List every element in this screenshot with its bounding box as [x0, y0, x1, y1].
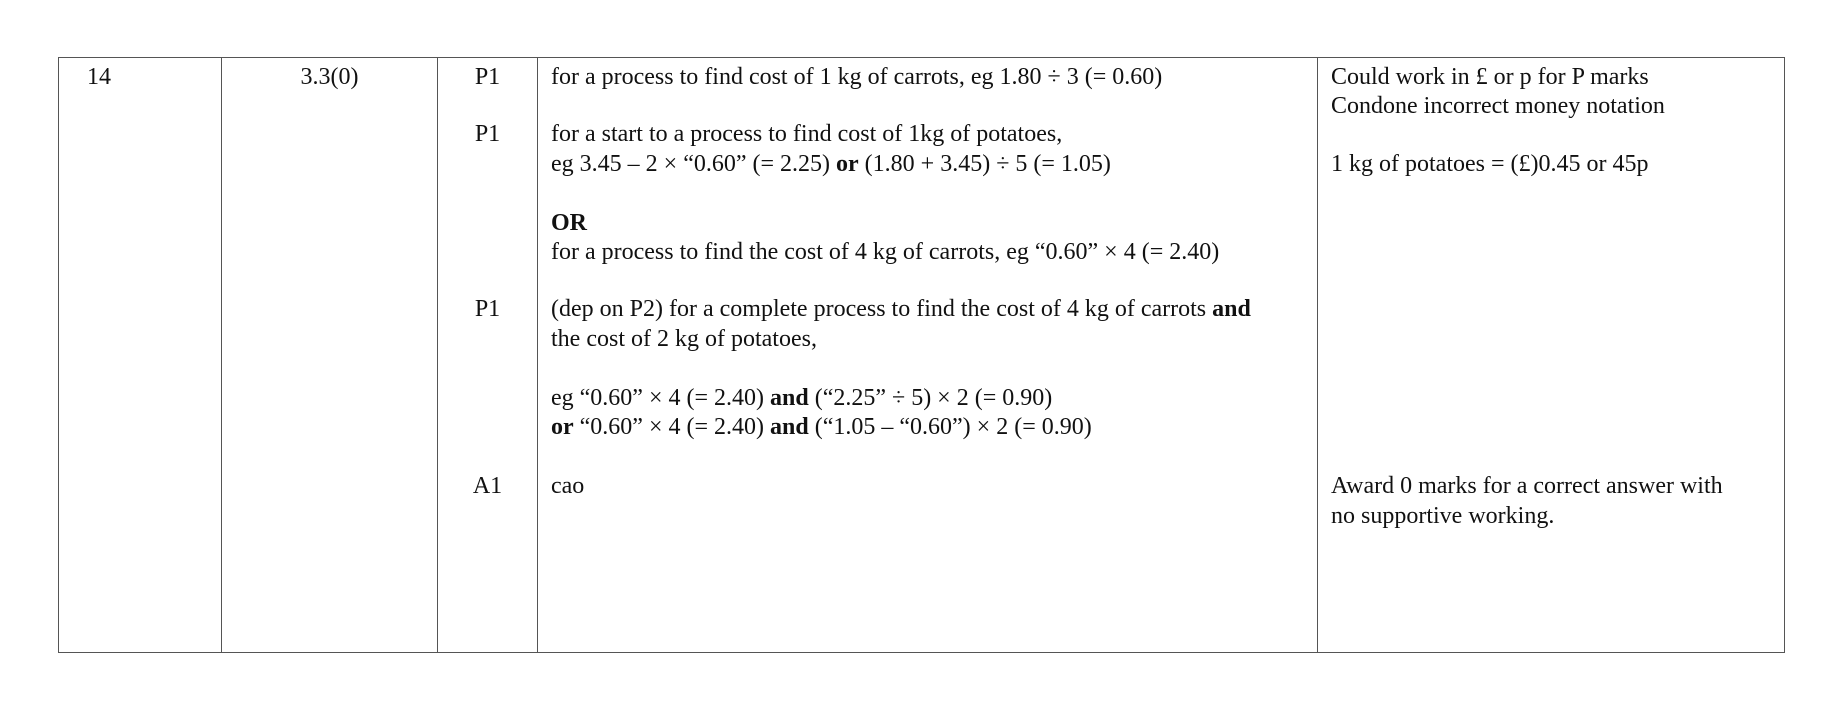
mc-eg-line2-b: (“1.05 – “0.60”) × 2 (= 0.90) [808, 414, 1092, 440]
mark-scheme-table [58, 57, 1785, 653]
guidance-line-1: Could work in £ or p for P marks [1331, 64, 1649, 90]
mark-p1-first: P1 [474, 64, 501, 90]
mc-eg-line2-or: or [551, 414, 574, 440]
guidance-line-4: Award 0 marks for a correct answer with [1331, 473, 1723, 499]
mc-p1c-line1 [551, 294, 1251, 324]
mark-p1-third: P1 [474, 296, 501, 322]
mc-p1b-or: or [836, 151, 859, 177]
mark-a1: A1 [472, 473, 503, 499]
question-number: 14 [87, 64, 111, 90]
mc-p1b-line2 [551, 149, 1111, 179]
mc-p1c-and: and [1212, 296, 1251, 322]
guidance-line-5: no supportive working. [1331, 503, 1555, 529]
further-guidance-cell [1318, 58, 1786, 652]
mc-eg-line1 [551, 383, 1052, 413]
mc-eg-line2-and: and [770, 414, 809, 440]
mc-a1-text: cao [551, 473, 585, 499]
mc-p1b-line1: for a start to a process to find cost of 1kg of potatoes, [551, 121, 1063, 147]
mark-scheme-cell [538, 58, 1318, 652]
mc-or-line: for a process to find the cost of 4 kg of carrots, eg “0.60” × 4 (= 2.40) [551, 239, 1220, 265]
mc-p1a-text: for a process to find cost of 1 kg of carrots, eg 1.80 ÷ 3 (= 0.60) [551, 64, 1163, 90]
mc-eg-line1-b: (“2.25” ÷ 5) × 2 (= 0.90) [808, 385, 1053, 411]
mc-eg-line2-a: “0.60” × 4 (= 2.40) [573, 414, 771, 440]
mc-eg-line1-a: eg “0.60” × 4 (= 2.40) [551, 385, 771, 411]
marks-cell [438, 58, 538, 652]
guidance-line-3: 1 kg of potatoes = (£)0.45 or 45p [1331, 151, 1649, 177]
mc-eg-line2 [551, 412, 1092, 442]
question-number-cell [59, 58, 222, 652]
mc-p1c-line2: the cost of 2 kg of potatoes, [551, 326, 817, 352]
mc-p1b-line2-a: eg 3.45 – 2 × “0.60” (= 2.25) [551, 151, 837, 177]
mark-p1-second: P1 [474, 121, 501, 147]
mc-p1b-line2-b: (1.80 + 3.45) ÷ 5 (= 1.05) [858, 151, 1111, 177]
mc-p1c-line1-a: (dep on P2) for a complete process to find the cost of 4 kg of carrots [551, 296, 1213, 322]
mc-or-heading: OR [551, 210, 587, 236]
mc-eg-line1-and: and [770, 385, 809, 411]
answer-cell [222, 58, 438, 652]
answer-value: 3.3(0) [300, 64, 359, 90]
guidance-line-2: Condone incorrect money notation [1331, 93, 1665, 119]
